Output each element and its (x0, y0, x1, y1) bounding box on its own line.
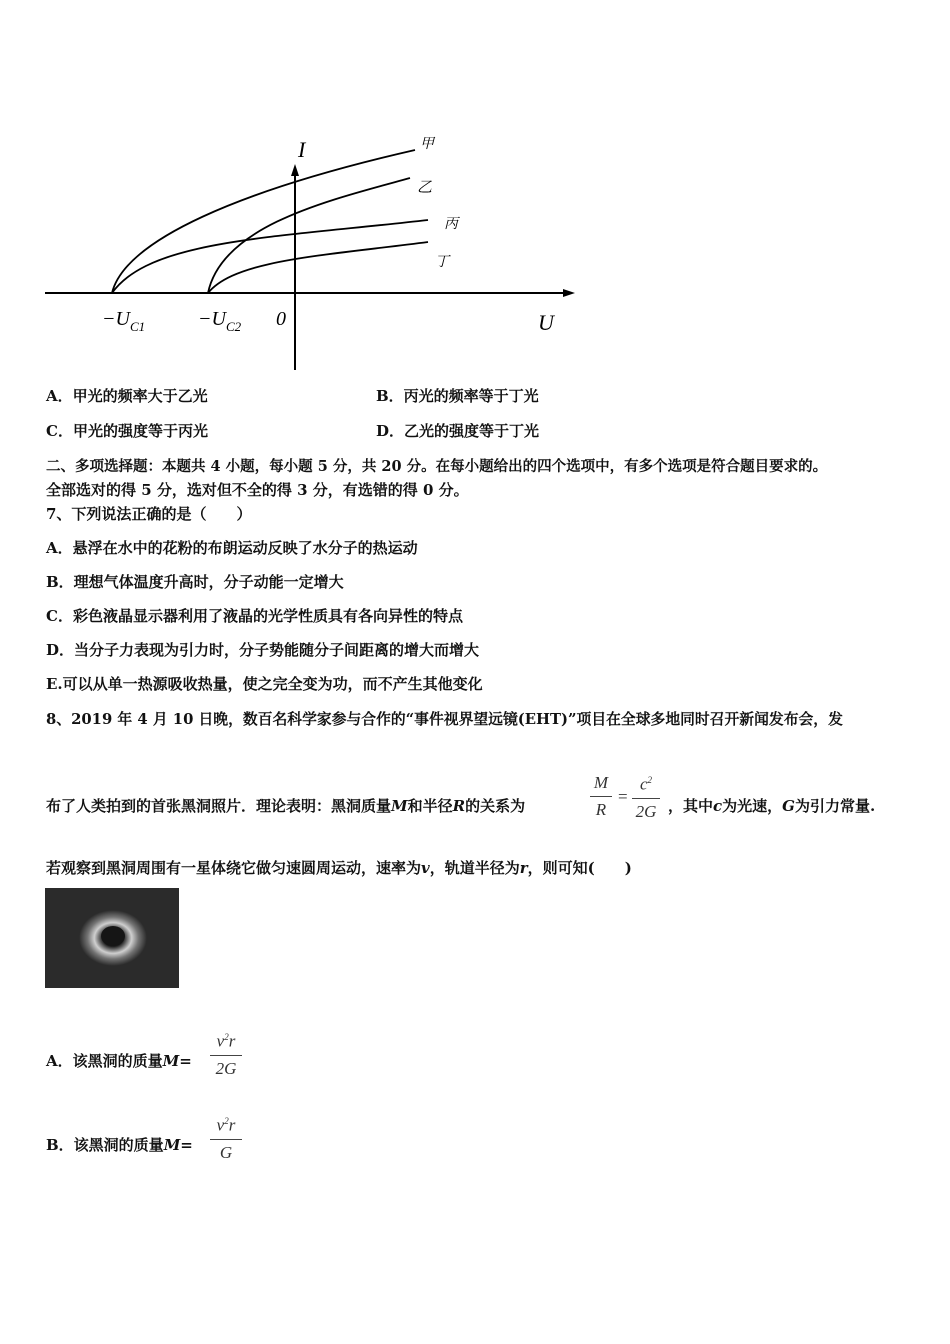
q8-option-a: A．该黑洞的质量M= (46, 1052, 192, 1070)
formula-c2-over-2g: $c^2$ 2G (632, 770, 660, 822)
q7-option-a: A．悬浮在水中的花粉的布朗运动反映了水分子的热运动 (46, 539, 418, 557)
q8-option-b: B．该黑洞的质量M= (46, 1136, 193, 1154)
uc1-label: $-U_{C1}$ (102, 308, 146, 334)
axis-label-u: U (538, 310, 554, 335)
black-hole-image (45, 888, 179, 988)
q8-line2: 布了人类拍到的首张黑洞照片．理论表明：黑洞质量M和半径R的关系为 (46, 797, 526, 815)
q8-line3: 若观察到黑洞周围有一星体绕它做匀速圆周运动，速率为v，轨道半径为r，则可知( ) (46, 859, 632, 877)
curve-bing (112, 220, 428, 293)
q8-line2-tail: ，其中c为光速，G为引力常量. (668, 797, 876, 815)
curve-label-bing: 丙 (444, 217, 458, 232)
curve-jia (112, 150, 415, 293)
q7-option-d: D．当分子力表现为引力时，分子势能随分子间距离的增大而增大 (46, 641, 480, 659)
q6-option-b: B．丙光的频率等于丁光 (376, 387, 539, 405)
q7-option-b: B．理想气体温度升高时，分子动能一定增大 (46, 573, 344, 591)
curve-ding (208, 242, 428, 293)
section2-line1: 二、多项选择题：本题共 4 小题，每小题 5 分，共 20 分。在每小题给出的四个选项中，有多个选项是符合题目要求的。 (46, 458, 828, 475)
formula-option-a: $v^2r$ 2G (210, 1027, 242, 1079)
curve-yi (208, 178, 410, 293)
q7-stem: 7、下列说法正确的是（ ） (46, 505, 252, 523)
q6-option-c: C．甲光的强度等于丙光 (46, 422, 208, 440)
formula-equals: = (618, 787, 628, 806)
origin-label: 0 (276, 308, 286, 330)
curve-label-jia: 甲 (420, 137, 434, 152)
formula-option-b: $v^2r$ G (210, 1111, 242, 1163)
q7-option-c: C．彩色液晶显示器利用了液晶的光学性质具有各向异性的特点 (46, 607, 463, 625)
curve-label-yi: 乙 (417, 180, 433, 196)
curve-label-ding: 丁 (435, 255, 449, 270)
y-axis-arrow (291, 164, 299, 176)
formula-m-over-r: M R (590, 773, 612, 820)
q8-line1: 8、2019 年 4 月 10 日晚，数百名科学家参与合作的“事件视界望远镜(EHT)”项目在全球多地同时召开新闻发布会，发 (46, 711, 843, 728)
q7-option-e: E.可以从单一热源吸收热量，使之完全变为功，而不产生其他变化 (46, 675, 483, 693)
section2-line2: 全部选对的得 5 分，选对但不全的得 3 分，有选错的得 0 分。 (46, 481, 469, 499)
iu-graph (0, 120, 600, 380)
uc2-label: $-U_{C2}$ (198, 308, 242, 334)
q6-option-a: A．甲光的频率大于乙光 (46, 387, 208, 405)
x-axis-arrow (563, 289, 575, 297)
axis-label-i: I (298, 137, 306, 162)
q6-option-d: D．乙光的强度等于丁光 (376, 422, 540, 440)
